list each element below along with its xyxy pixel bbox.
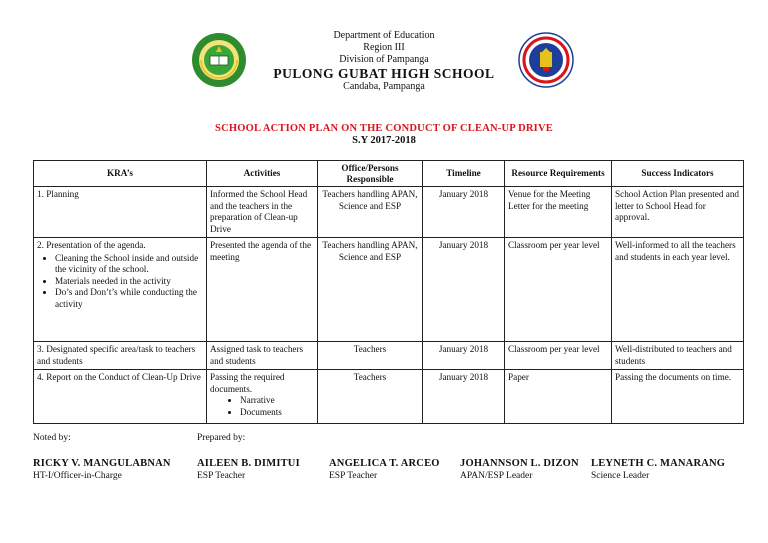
activity-cell: Passing the required documents. • Narrative • Documents: [207, 370, 318, 424]
timeline-cell: January 2018: [423, 187, 505, 238]
kra-bullet: • Materials needed in the activity: [55, 276, 203, 288]
column-header-resources: Resource Requirements: [505, 161, 612, 187]
kra-bullet: • Do’s and Don’t’s while conducting the activity: [55, 287, 203, 310]
activity-cell: Presented the agenda of the meeting: [207, 238, 318, 342]
signatory-role: HT-I/Officer-in-Charge: [33, 471, 122, 481]
indicator-cell: Well-informed to all the teachers and students in each year level.: [612, 238, 744, 342]
signatory-name: LEYNETH C. MANARANG: [591, 458, 726, 469]
school-name: PULONG GUBAT HIGH SCHOOL: [273, 66, 495, 81]
resources-cell: Classroom per year level: [505, 238, 612, 342]
noted-by-label: Noted by:: [33, 433, 71, 443]
activity-cell: Assigned task to teachers and students: [207, 342, 318, 370]
signatory-role: ESP Teacher: [197, 471, 246, 481]
action-plan-table: [33, 160, 744, 424]
timeline-cell: January 2018: [423, 342, 505, 370]
signatory: [197, 458, 300, 482]
kra-cell: 2. Presentation of the agenda. • Cleaning the School inside and outside the vicinity of the school. • Materials needed in the activity • Do’s and Don’t’s while conducting the activity: [34, 238, 207, 342]
signatory: [329, 458, 440, 482]
responsible-cell: Teachers: [318, 342, 423, 370]
resources-cell: Paper: [505, 370, 612, 424]
timeline-cell: January 2018: [423, 370, 505, 424]
responsible-cell: Teachers handling APAN, Science and ESP: [318, 187, 423, 238]
department-name: Department of Education: [333, 30, 435, 41]
signatory-name: ANGELICA T. ARCEO: [329, 458, 440, 469]
signatory: [460, 458, 579, 482]
column-header-timeline: Timeline: [423, 161, 505, 187]
resources-cell: Classroom per year level: [505, 342, 612, 370]
column-header-kra: KRA’s: [34, 161, 207, 187]
column-header-indicators: Success Indicators: [612, 161, 744, 187]
activity-bullet: • Documents: [240, 407, 314, 419]
kra-cell: 3. Designated specific area/task to teachers and students: [34, 342, 207, 370]
activity-bullet: • Narrative: [240, 395, 314, 407]
responsible-cell: Teachers: [318, 370, 423, 424]
responsible-cell: Teachers handling APAN, Science and ESP: [318, 238, 423, 342]
table-row: [34, 187, 744, 238]
signatory-name: RICKY V. MANGULABNAN: [33, 458, 171, 469]
school-location: Candaba, Pampanga: [343, 81, 425, 92]
signatory-role: Science Leader: [591, 471, 650, 481]
kra-cell: 4. Report on the Conduct of Clean-Up Drive: [34, 370, 207, 424]
signatory: [591, 458, 725, 482]
table-row: [34, 342, 744, 370]
plan-title-main: SCHOOL ACTION PLAN ON THE CONDUCT OF CLEAN-UP DRIVE: [215, 123, 553, 134]
indicator-cell: School Action Plan presented and letter to School Head for approval.: [612, 187, 744, 238]
table-row: [34, 238, 744, 342]
table-header-row: [34, 161, 744, 187]
signatory-role: APAN/ESP Leader: [460, 471, 533, 481]
region-name: Region III: [363, 42, 405, 53]
activity-cell: Informed the School Head and the teachers in the preparation of Clean-up Drive: [207, 187, 318, 238]
indicator-cell: Passing the documents on time.: [612, 370, 744, 424]
table-row: [34, 370, 744, 424]
letterhead: [0, 30, 768, 93]
plan-title: [0, 123, 768, 147]
indicator-cell: Well-distributed to teachers and students: [612, 342, 744, 370]
signatory-name: JOHANNSON L. DIZON: [460, 458, 579, 469]
kra-cell: 1. Planning: [34, 187, 207, 238]
resources-cell: Venue for the Meeting Letter for the meeting: [505, 187, 612, 238]
column-header-responsible: Office/Persons Responsible: [318, 161, 423, 187]
timeline-cell: January 2018: [423, 238, 505, 342]
column-header-activities: Activities: [207, 161, 318, 187]
kra-bullet: • Cleaning the School inside and outside the vicinity of the school.: [55, 253, 203, 276]
prepared-by-label: Prepared by:: [197, 433, 246, 443]
signatory-role: ESP Teacher: [329, 471, 378, 481]
division-name: Division of Pampanga: [339, 54, 429, 65]
signatory-name: AILEEN B. DIMITUI: [197, 458, 300, 469]
signatory: [33, 458, 171, 482]
plan-school-year: S.Y 2017-2018: [352, 135, 416, 146]
